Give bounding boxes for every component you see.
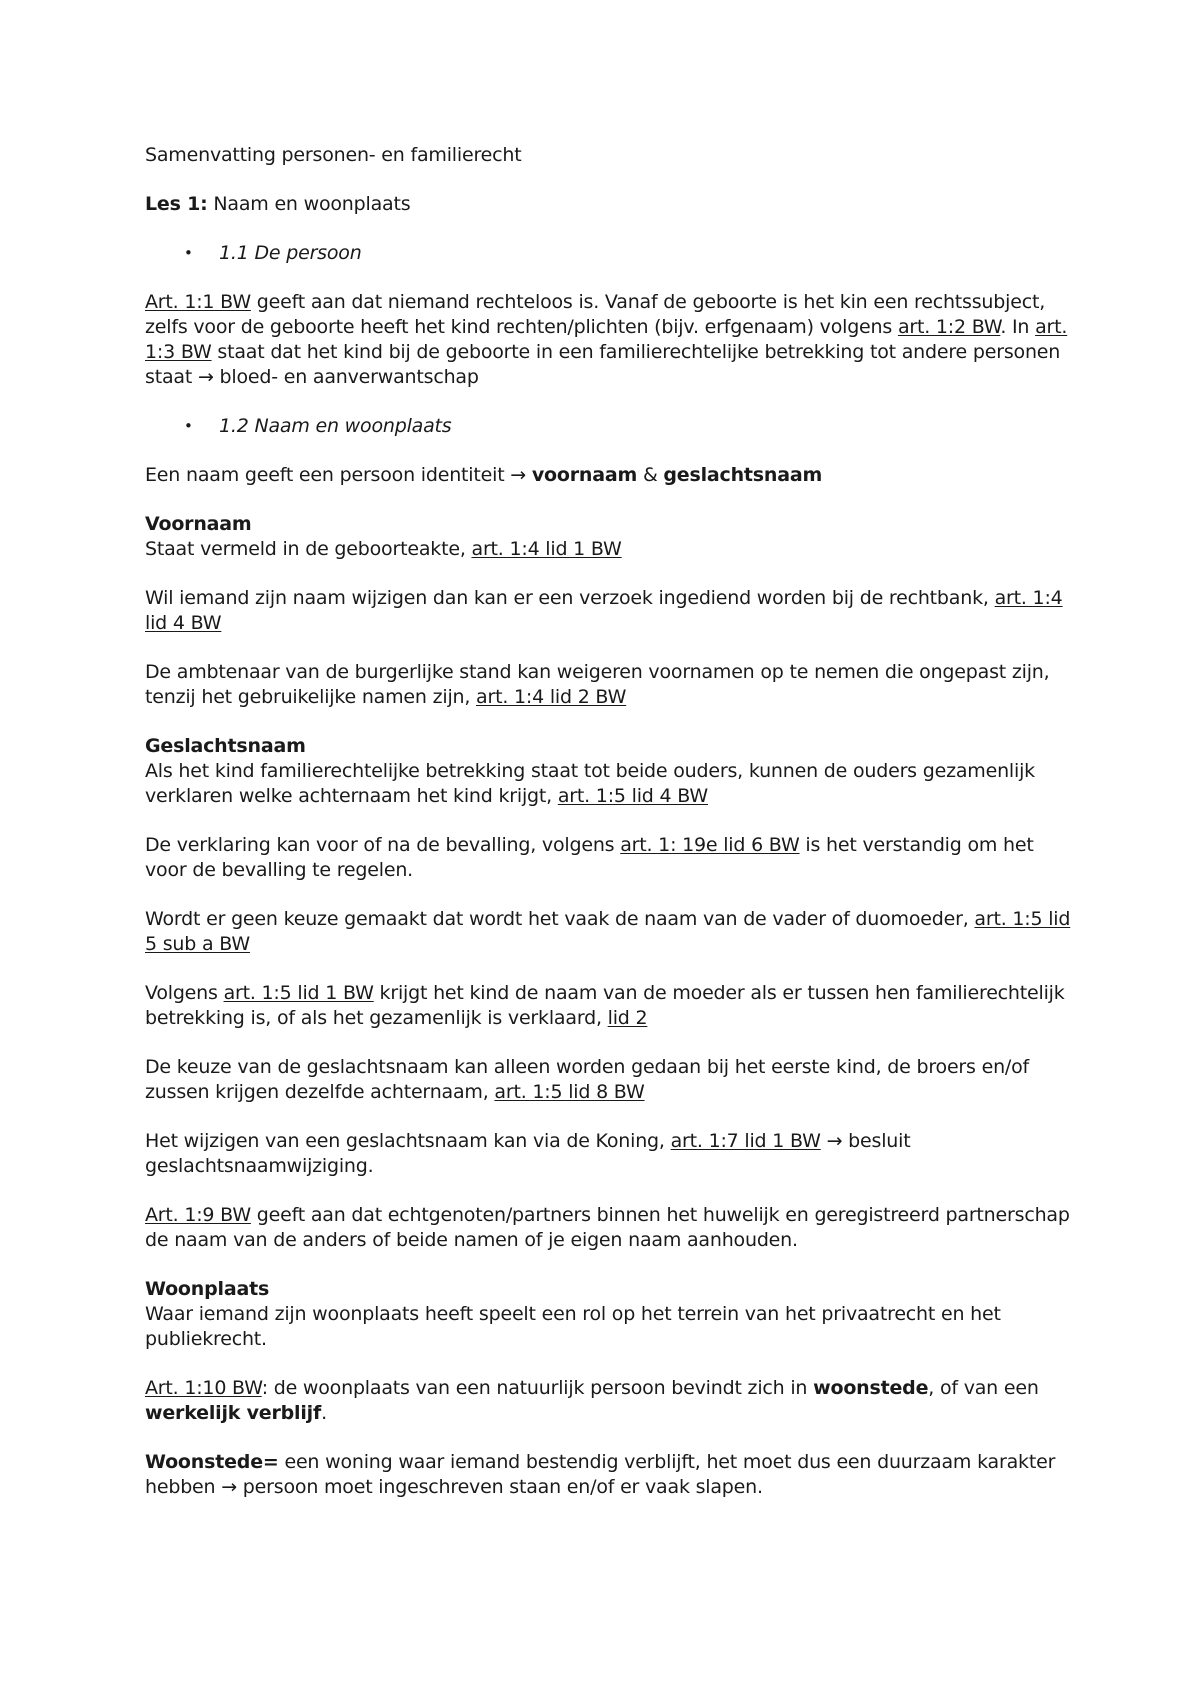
article-ref: art. 1:3 BW xyxy=(145,316,1068,363)
paragraph: Als het kind familierechtelijke betrekking staat tot beide ouders, kunnen de ouders gezamenlijk verklaren welke achternaam het kind krijgt, art. 1:5 lid 4 BW xyxy=(145,760,1035,807)
article-ref: art. 1:4 lid 4 BW xyxy=(145,587,1063,634)
paragraph: Wordt er geen keuze gemaakt dat wordt het vaak de naam van de vader of duomoeder, art. 1:5 lid 5 sub a BW xyxy=(145,908,1071,955)
article-ref: Art. 1:9 BW xyxy=(145,1204,251,1226)
article-ref: art. 1:4 lid 2 BW xyxy=(476,686,627,708)
document-title: Samenvatting personen- en familierecht xyxy=(145,144,522,166)
section-title: 1.1 De persoon xyxy=(219,242,362,264)
arrow-icon: → xyxy=(221,1476,237,1498)
paragraph: Staat vermeld in de geboorteakte, art. 1:4 lid 1 BW xyxy=(145,538,622,560)
section-heading-1-1 xyxy=(145,241,1149,266)
arrow-icon: → xyxy=(197,366,214,388)
article-ref: art. 1:7 lid 1 BW xyxy=(670,1130,821,1152)
article-ref: art. 1:5 lid 8 BW xyxy=(494,1081,645,1103)
article-ref: art. 1:5 lid 1 BW xyxy=(223,982,374,1004)
arrow-icon: → xyxy=(826,1130,843,1152)
article-ref: art. 1:5 lid 4 BW xyxy=(557,785,708,807)
paragraph: Wil iemand zijn naam wijzigen dan kan er een verzoek ingediend worden bij de rechtbank, art. 1:4 lid 4 BW xyxy=(145,587,1063,634)
paragraph: De keuze van de geslachtsnaam kan alleen worden gedaan bij het eerste kind, de broers en/of zussen krijgen dezelfde achternaam, art. 1:5 lid 8 BW xyxy=(145,1056,1030,1103)
article-ref: art. 1:2 BW xyxy=(897,316,1001,338)
article-ref: lid 2 xyxy=(607,1007,648,1029)
paragraph-naam-intro: Een naam geeft een persoon identiteit → voornaam & geslachtsnaam xyxy=(145,464,823,486)
lesson-heading xyxy=(145,192,1075,217)
lesson-title: Naam en woonplaats xyxy=(213,193,411,215)
article-ref: Art. 1:10 BW xyxy=(145,1377,262,1399)
section-heading-1-2 xyxy=(145,414,1149,439)
paragraph: De verklaring kan voor of na de bevalling, volgens art. 1: 19e lid 6 BW is het verstandig om het voor de bevalling te regelen. xyxy=(145,834,1034,881)
article-ref: Art. 1:1 BW xyxy=(145,291,251,313)
subheading-voornaam: Voornaam xyxy=(145,513,252,535)
paragraph: De ambtenaar van de burgerlijke stand kan weigeren voornamen op te nemen die ongepast zijn, tenzij het gebruikelijke namen zijn, art. 1:4 lid 2 BW xyxy=(145,661,1050,708)
paragraph: Volgens art. 1:5 lid 1 BW krijgt het kind de naam van de moeder als er tussen hen familierechtelijk betrekking is, of als het gezamenlijk is verklaard, lid 2 xyxy=(145,982,1065,1029)
article-ref: art. 1: 19e lid 6 BW xyxy=(620,834,800,856)
paragraph: Woonstede= een woning waar iemand bestendig verblijft, het moet dus een duurzaam karakter hebben → persoon moet ingeschreven staan en/of er vaak slapen. xyxy=(145,1451,1056,1498)
bullet-icon: • xyxy=(184,417,193,435)
lesson-label: Les 1: xyxy=(145,193,208,215)
paragraph: Waar iemand zijn woonplaats heeft speelt een rol op het terrein van het privaatrecht en het publiekrecht. xyxy=(145,1303,1001,1350)
subheading-woonplaats: Woonplaats xyxy=(145,1278,270,1300)
bullet-icon: • xyxy=(184,244,193,262)
subheading-geslachtsnaam: Geslachtsnaam xyxy=(145,735,306,757)
section-title: 1.2 Naam en woonplaats xyxy=(219,415,452,437)
arrow-icon: → xyxy=(510,464,527,486)
paragraph: Het wijzigen van een geslachtsnaam kan via de Koning, art. 1:7 lid 1 BW → besluit geslachtsnaamwijziging. xyxy=(145,1130,911,1177)
article-ref: art. 1:4 lid 1 BW xyxy=(471,538,622,560)
paragraph: Art. 1:9 BW geeft aan dat echtgenoten/partners binnen het huwelijk en geregistreerd partnerschap de naam van de anders of beide namen of je eigen naam aanhouden. xyxy=(145,1204,1070,1251)
paragraph: Art. 1:10 BW: de woonplaats van een natuurlijk persoon bevindt zich in woonstede, of van een werkelijk verblijf. xyxy=(145,1377,1039,1424)
article-ref: art. 1:5 lid 5 sub a BW xyxy=(145,908,1071,955)
paragraph-de-persoon: Art. 1:1 BW geeft aan dat niemand rechteloos is. Vanaf de geboorte is het kin een rechtssubject, zelfs voor de geboorte heeft het kind rechten/plichten (bijv. erfgenaam) volgens art. 1:2 BW. In art. 1:3 BW staat dat het kind bij de geboorte in een familierechtelijke betrekking tot andere personen staat → bloed- en aanverwantschap xyxy=(145,291,1068,388)
